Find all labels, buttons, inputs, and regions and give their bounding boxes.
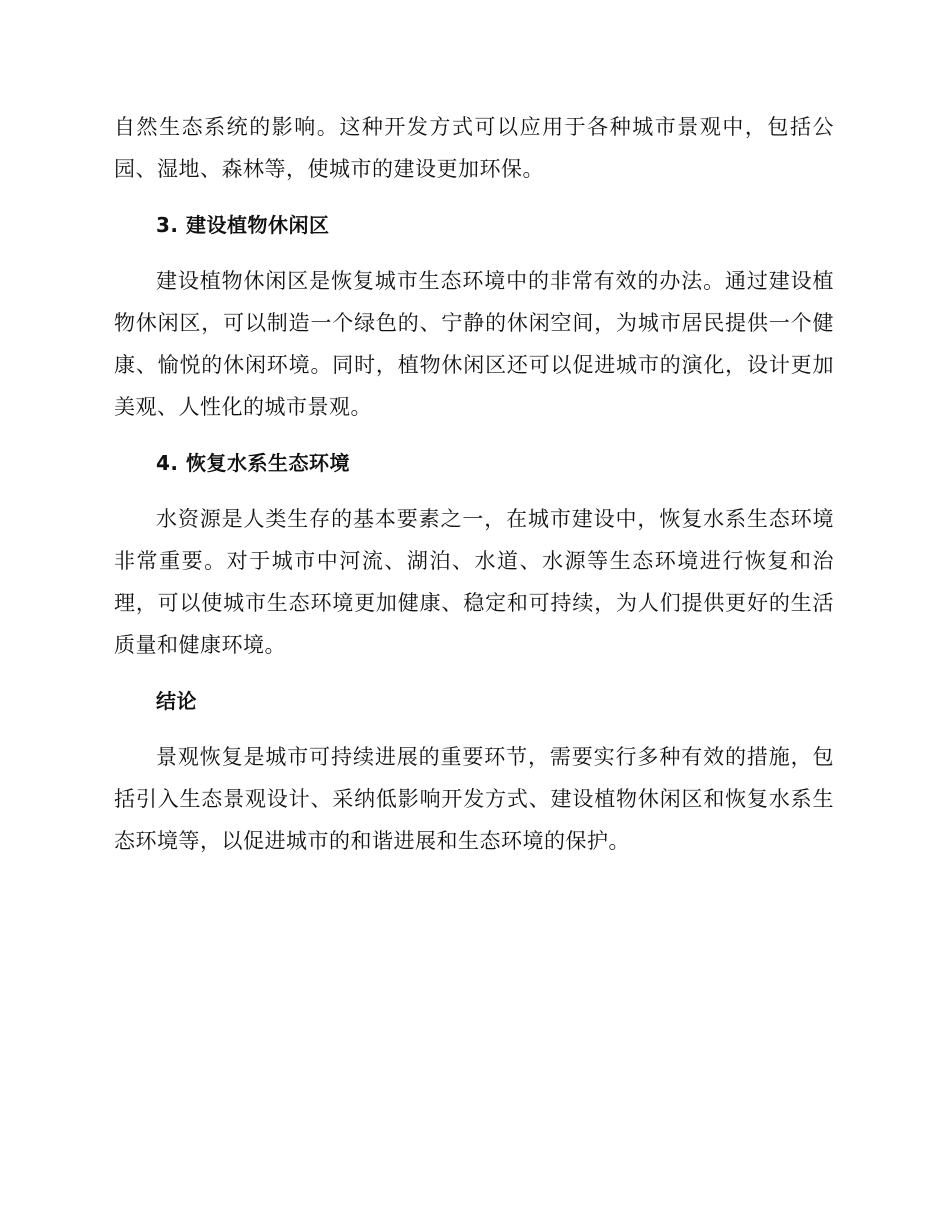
- section-heading-plant-leisure-area: 3. 建设植物休闲区: [156, 213, 330, 237]
- document-body: [114, 106, 834, 876]
- section-heading-water-ecology: 4. 恢复水系生态环境: [156, 451, 350, 475]
- intro-paragraph: 自然生态系统的影响。这种开发方式可以应用于各种城市景观中，包括公园、湿地、森林等，使城市的建设更加环保。: [114, 115, 834, 181]
- section-heading-conclusion: 结论: [156, 689, 197, 713]
- section-paragraph-conclusion: 景观恢复是城市可持续进展的重要环节，需要实行多种有效的措施，包括引入生态景观设计、采纳低影响开发方式、建设植物休闲区和恢复水系生态环境等，以促进城市的和谐进展和生态环境的保护。: [114, 745, 834, 853]
- section-paragraph-water-ecology: 水资源是人类生存的基本要素之一，在城市建设中，恢复水系生态环境非常重要。对于城市中河流、湖泊、水道、水源等生态环境进行恢复和治理，可以使城市生态环境更加健康、稳定和可持续，为人们提供更好的生活质量和健康环境。: [114, 507, 834, 657]
- section-paragraph-plant-leisure-area: 建设植物休闲区是恢复城市生态环境中的非常有效的办法。通过建设植物休闲区，可以制造一个绿色的、宁静的休闲空间，为城市居民提供一个健康、愉悦的休闲环境。同时，植物休闲区还可以促进城市的演化，设计更加美观、人性化的城市景观。: [114, 269, 834, 419]
